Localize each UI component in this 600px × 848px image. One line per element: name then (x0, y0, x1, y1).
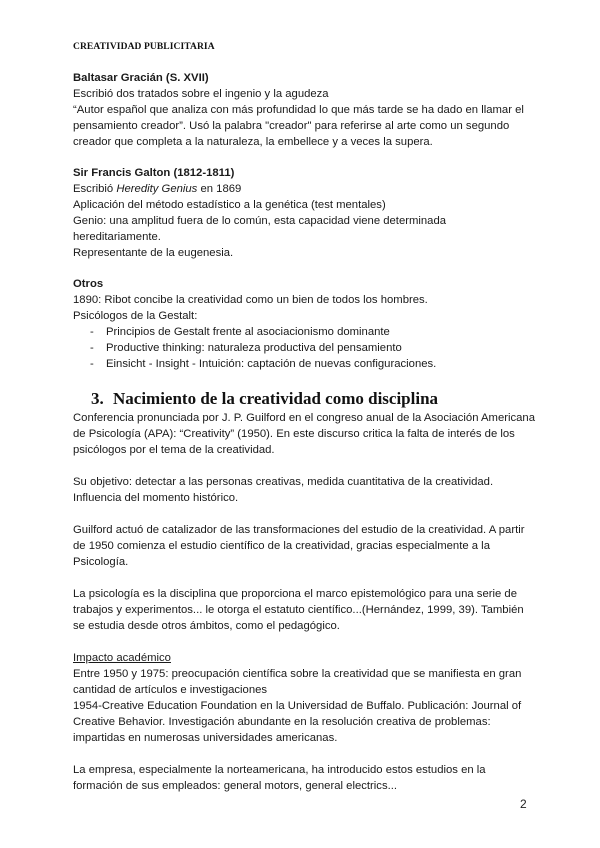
running-header: CREATIVIDAD PUBLICITARIA (73, 42, 215, 52)
text-line: pensamiento creador”. Usó la palabra "creador" para referirse al arte como un segundo (73, 120, 510, 132)
section-gracian (73, 70, 535, 150)
book-title: Heredity Genius (116, 183, 198, 195)
text-line: 1890: Ribot concibe la creatividad como un bien de todos los hombres. (73, 294, 428, 306)
impact-heading: Impacto académico (73, 652, 171, 664)
text-line: Influencia del momento histórico. (73, 492, 239, 504)
section-galton (73, 165, 535, 261)
text-line: Aplicación del método estadístico a la genética (test mentales) (73, 199, 386, 211)
text-line: trabajos y experimentos... le otorga el estatuto científico...(Hernández, 1999, 39). También (73, 604, 524, 616)
text-line: se estudia desde otros ámbitos, como el pedagógico. (73, 620, 340, 632)
list-item: - Einsicht - Insight - Intuición: captación de nuevas configuraciones. (90, 356, 535, 372)
text-line: La psicología es la disciplina que proporciona el marco epistemológico para una serie de (73, 588, 517, 600)
text-fragment: en 1869 (197, 183, 242, 195)
chapter-number: 3. (91, 389, 104, 408)
page-content (73, 70, 535, 794)
section-title-otros: Otros (73, 278, 104, 290)
text-line: de Psicología (APA): “Creativity” (1950). En este discurso critica la falta de interés de los (73, 428, 515, 440)
text-fragment: Escribió (73, 183, 117, 195)
list-item: - Productive thinking: naturaleza productiva del pensamiento (90, 340, 535, 356)
text-line: “Autor español que analiza con más profundidad lo que más tarde se ha dado en llamar el (73, 104, 524, 116)
text-line: Guilford actuó de catalizador de las transformaciones del estudio de la creatividad. A partir (73, 524, 525, 536)
text-line: Entre 1950 y 1975: preocupación científica sobre la creatividad que se manifiesta en gran (73, 668, 522, 680)
text-line: Escribió dos tratados sobre el ingenio y la agudeza (73, 88, 329, 100)
section-otros (73, 276, 535, 372)
text-line: formación de sus empleados: general motors, general electrics... (73, 780, 398, 792)
page-number: 2 (520, 797, 527, 811)
gestalt-list (73, 324, 535, 372)
chapter-title: Nacimiento de la creatividad como disciplina (113, 389, 439, 408)
text-line: Creative Behavior. Investigación abundante en la resolución creativa de problemas: (73, 716, 491, 728)
text-line: creador que completa a la naturaleza, la embellece y a veces la supera. (73, 136, 433, 148)
text-line: impartidas en numerosas universidades americanas. (73, 732, 338, 744)
text-line: Su objetivo: detectar a las personas creativas, medida cuantitativa de la creatividad. (73, 476, 494, 488)
text-line: Conferencia pronunciada por J. P. Guilford en el congreso anual de la Asociación Americana (73, 412, 535, 424)
text-line: Genio: una amplitud fuera de lo común, esta capacidad viene determinada (73, 215, 447, 227)
text-line (73, 181, 535, 197)
text-line: Psicología. (73, 556, 129, 568)
text-line: cantidad de artículos e investigaciones (73, 684, 268, 696)
text-line: hereditariamente. (73, 231, 161, 243)
list-item: - Principios de Gestalt frente al asociacionismo dominante (90, 324, 535, 340)
section-title-gracian: Baltasar Gracián (S. XVII) (73, 72, 209, 84)
chapter-heading (91, 389, 535, 409)
text-line: Representante de la eugenesia. (73, 247, 234, 259)
text-line: de 1950 comienza el estudio científico de la creatividad, gracias especialmente a la (73, 540, 490, 552)
text-line: 1954-Creative Education Foundation en la Universidad de Buffalo. Publicación: Journal of (73, 700, 522, 712)
section-title-galton: Sir Francis Galton (1812-1811) (73, 167, 235, 179)
text-line: Psicólogos de la Gestalt: (73, 310, 198, 322)
text-line: La empresa, especialmente la norteamericana, ha introducido estos estudios en la (73, 764, 486, 776)
text-line: psicólogos por el tema de la creatividad. (73, 444, 275, 456)
